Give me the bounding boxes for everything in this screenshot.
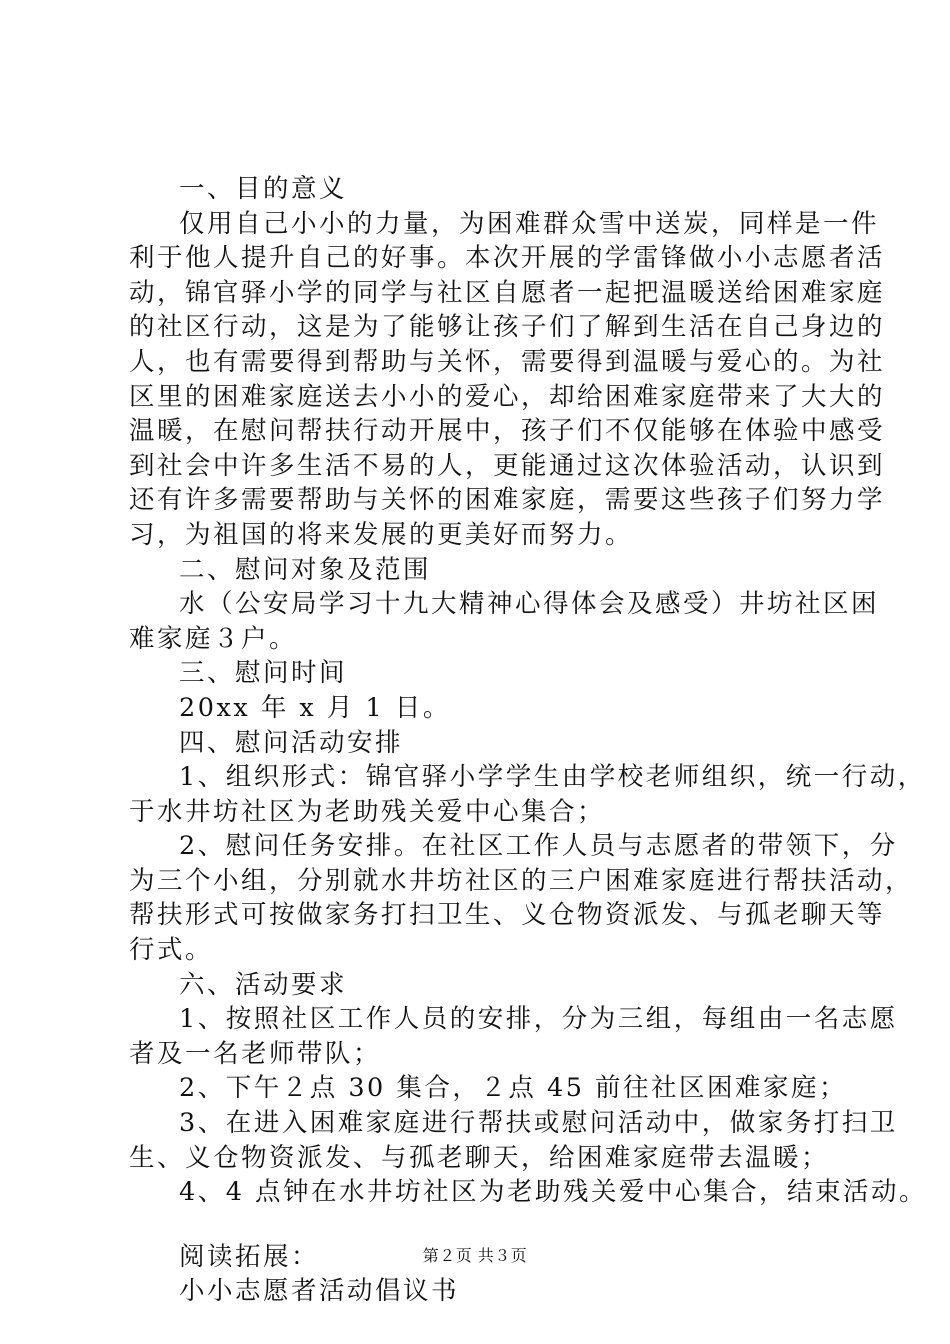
text-line: 人，也有需要得到帮助与关怀，需要得到温暖与爱心的。为社 [129,346,886,377]
text-line: 仅用自己小小的力量，为困难群众雪中送炭，同样是一件 [179,208,880,239]
text-line: 者及一名老师带队； [129,1038,382,1069]
text-line: 2、慰问任务安排。在社区工作人员与志愿者的带领下，分 [179,831,898,862]
text-line: 3、在进入困难家庭进行帮扶或慰问活动中，做家务打扫卫 [179,1108,898,1139]
text-line: 四、慰问活动安排 [179,727,404,758]
text-line: 4、4 点钟在水井坊社区为老助残关爱中心集合，结束活动。 [179,1177,928,1208]
text-line: 的社区行动，这是为了能够让孩子们了解到生活在自己身边的 [129,312,886,343]
main-paragraphs [129,172,928,1210]
text-line: 一、目的意义 [179,174,348,204]
document-body [129,172,928,1309]
text-line: 行式。 [129,935,214,966]
text-line: 1、组织形式：锦官驿小学学生由学校老师组织，统一行动， [179,762,926,793]
reading-extension-title: 小小志愿者活动倡议书 [179,1276,460,1307]
text-line: 水（公安局学习十九大精神心得体会及感受）井坊社区困 [179,589,880,620]
page-footer: 第２页 共３页 [422,1246,528,1265]
reading-extension-label: 阅读拓展： [179,1241,320,1272]
text-line: 利于他人提升自己的好事。本次开展的学雷锋做小小志愿者活 [129,243,886,274]
text-line: 2、下午２点 30 集合，２点 45 前往社区困难家庭； [179,1073,848,1104]
text-line: 生、义仓物资派发、与孤老聊天，给困难家庭带去温暖； [129,1142,830,1173]
text-line: 区里的困难家庭送去小小的爱心，却给困难家庭带来了大大的 [129,381,886,412]
text-line: 1、按照社区工作人员的安排，分为三组，每组由一名志愿 [179,1004,898,1035]
text-line: 二、慰问对象及范围 [179,554,432,585]
text-line: 难家庭３户。 [129,623,298,654]
text-line: 帮扶形式可按做家务打扫卫生、义仓物资派发、与孤老聊天等 [129,900,886,931]
text-line: 习，为祖国的将来发展的更美好而努力。 [129,519,634,550]
text-line: 20xx 年 x 月 1 日。 [179,692,451,723]
text-line: 六、活动要求 [179,969,348,1000]
text-line: 动，锦官驿小学的同学与社区自愿者一起把温暖送给困难家庭 [129,277,886,308]
text-line: 于水井坊社区为老助残关爱中心集合； [129,796,606,827]
section-gap [129,1210,859,1240]
text-line: 还有许多需要帮助与关怀的困难家庭，需要这些孩子们努力学 [129,485,886,516]
text-line: 三、慰问时间 [179,658,348,689]
text-line: 到社会中许多生活不易的人，更能通过这次体验活动，认识到 [129,450,886,481]
text-line: 温暖，在慰问帮扶行动开展中，孩子们不仅能够在体验中感受 [129,416,886,447]
text-line: 为三个小组，分别就水井坊社区的三户困难家庭进行帮扶活动， [129,865,914,896]
